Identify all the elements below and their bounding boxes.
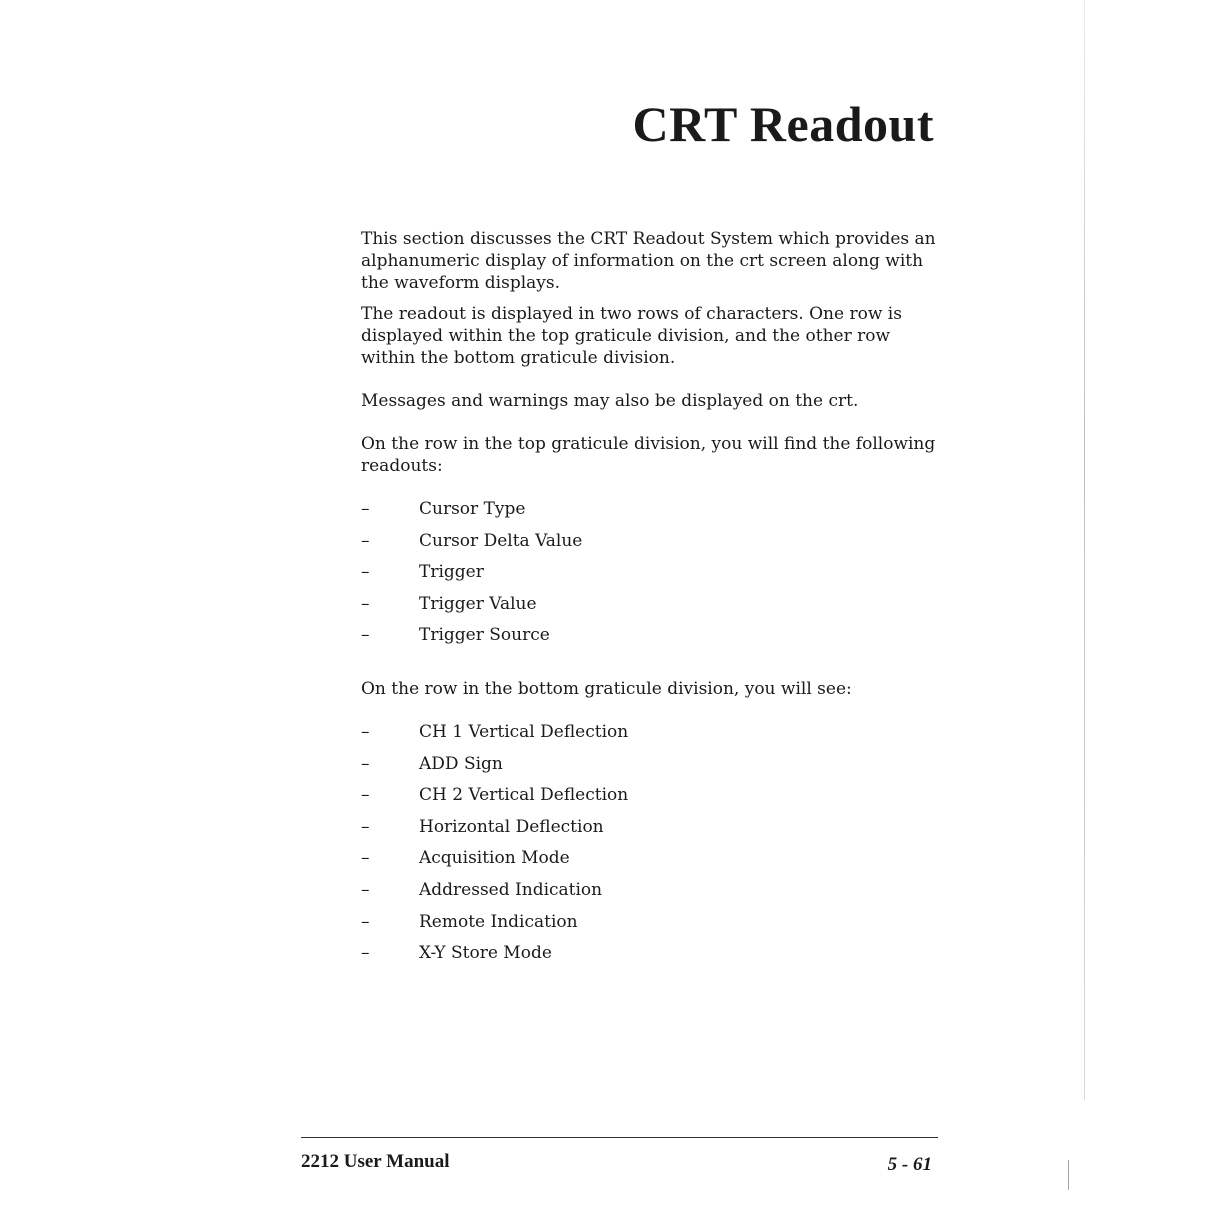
list-item <box>361 879 628 911</box>
intro-paragraph: This section discusses the CRT Readout System which provides an alphanumeric display of information on the crt screen along with the waveform displays. <box>361 229 936 293</box>
dash-bullet: – <box>361 848 370 869</box>
list-item-label: Remote Indication <box>419 911 578 932</box>
dash-bullet: – <box>361 753 370 774</box>
list-item <box>361 911 628 943</box>
top-row-intro-paragraph: On the row in the top graticule division, you will find the following readouts: <box>361 434 936 476</box>
scan-page-edge <box>1084 0 1085 1100</box>
list-item <box>361 593 582 625</box>
list-item-label: Cursor Type <box>419 499 526 519</box>
dash-bullet: – <box>361 785 370 806</box>
list-item <box>361 624 582 656</box>
list-item <box>361 847 628 879</box>
list-item <box>361 753 628 785</box>
list-item <box>361 561 582 593</box>
list-item-label: ADD Sign <box>419 753 503 774</box>
bottom-row-intro-paragraph: On the row in the bottom graticule division, you will see: <box>361 679 852 699</box>
bottom-row-readout-list <box>361 721 628 974</box>
list-item <box>361 816 628 848</box>
list-item <box>361 498 582 530</box>
dash-bullet: – <box>361 722 370 742</box>
list-item <box>361 784 628 816</box>
list-item-label: CH 2 Vertical Deflection <box>419 785 629 806</box>
list-item-label: Addressed Indication <box>419 879 603 900</box>
list-item <box>361 942 628 974</box>
list-item-label: Horizontal Deflection <box>419 816 604 837</box>
dash-bullet: – <box>361 530 370 551</box>
dash-bullet: – <box>361 499 370 519</box>
list-item-label: CH 1 Vertical Deflection <box>419 722 629 742</box>
rows-paragraph: The readout is displayed in two rows of characters. One row is displayed within the top graticule division, and the other row within the bottom graticule division. <box>361 304 902 368</box>
list-item <box>361 721 628 753</box>
scan-mark <box>1068 1160 1069 1190</box>
dash-bullet: – <box>361 625 370 646</box>
dash-bullet: – <box>361 911 370 932</box>
dash-bullet: – <box>361 562 370 583</box>
top-row-readout-list <box>361 498 582 656</box>
list-item-label: Cursor Delta Value <box>419 530 583 551</box>
list-item-label: Trigger <box>419 562 484 583</box>
manual-name: 2212 User Manual <box>301 1151 450 1172</box>
list-item-label: Trigger Source <box>419 625 550 646</box>
page-title: CRT Readout <box>632 96 934 152</box>
list-item-label: Trigger Value <box>419 593 537 614</box>
dash-bullet: – <box>361 593 370 614</box>
footer-divider <box>301 1137 938 1138</box>
dash-bullet: – <box>361 879 370 900</box>
list-item <box>361 530 582 562</box>
list-item-label: X-Y Store Mode <box>419 943 552 964</box>
dash-bullet: – <box>361 816 370 837</box>
messages-paragraph: Messages and warnings may also be displayed on the crt. <box>361 391 859 411</box>
page-number: 5 - 61 <box>887 1154 932 1175</box>
dash-bullet: – <box>361 943 370 964</box>
list-item-label: Acquisition Mode <box>419 848 570 869</box>
